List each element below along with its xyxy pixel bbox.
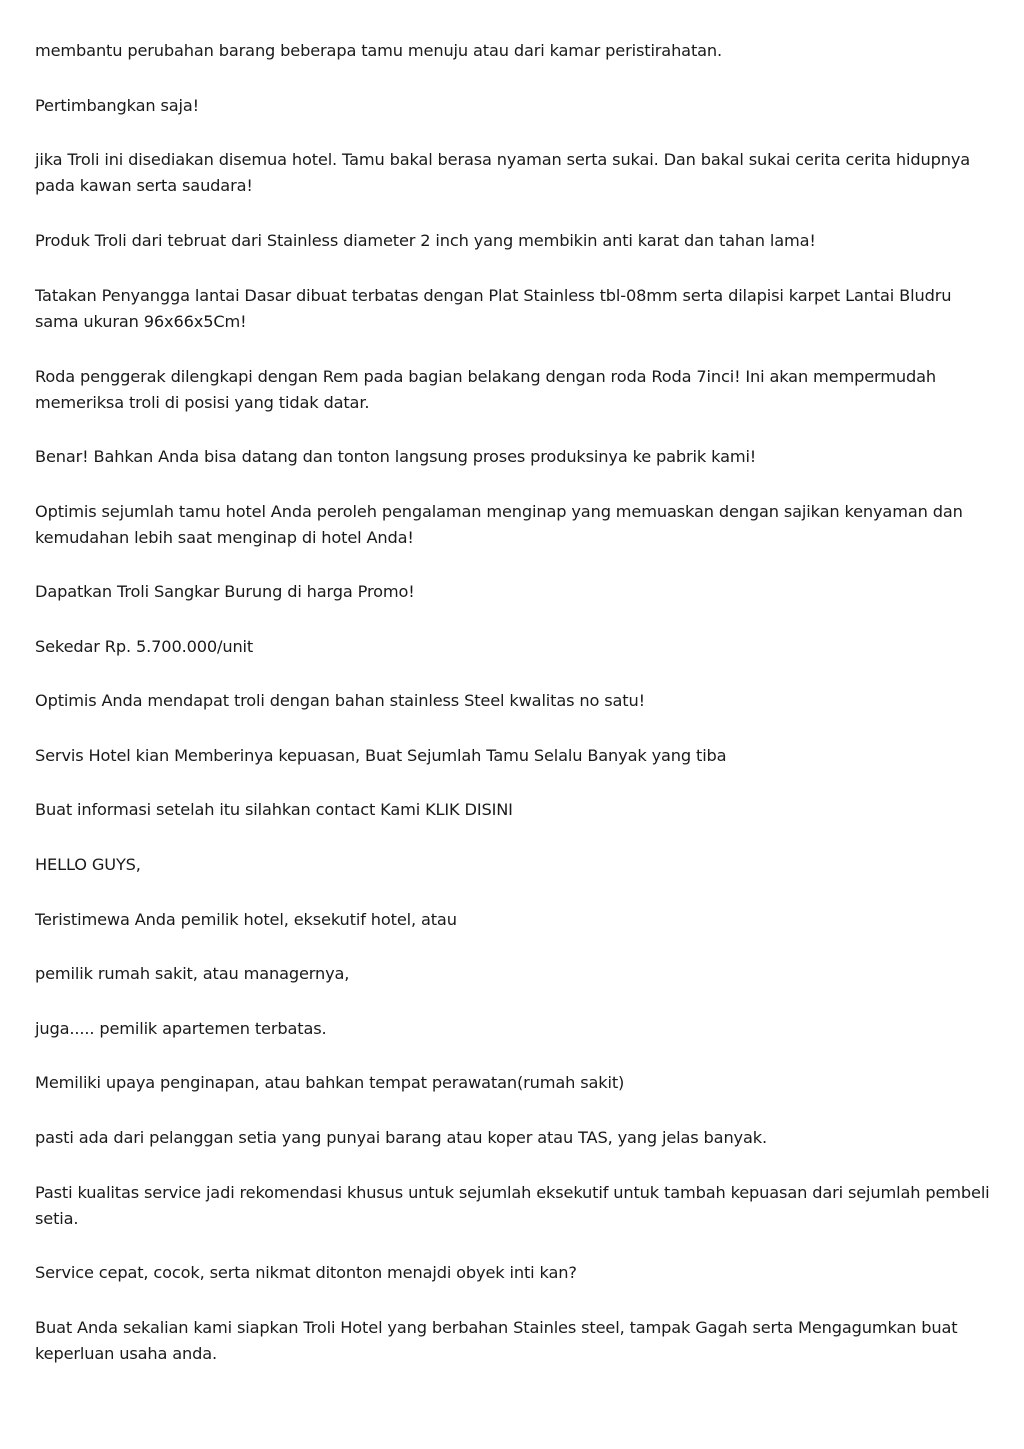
- paragraph-9: Dapatkan Troli Sangkar Burung di harga Promo!: [35, 582, 415, 601]
- paragraph-2: Pertimbangkan saja!: [35, 96, 199, 115]
- paragraph-15: Teristimewa Anda pemilik hotel, eksekutif hotel, atau: [35, 910, 457, 929]
- paragraph-13: Buat informasi setelah itu silahkan contact Kami KLIK DISINI: [35, 800, 513, 819]
- paragraph-8: Optimis sejumlah tamu hotel Anda peroleh pengalaman menginap yang memuaskan dengan sajikan kenyaman dan kemudahan lebih saat menginap di hotel Anda!: [35, 502, 963, 547]
- paragraph-18: Memiliki upaya penginapan, atau bahkan tempat perawatan(rumah sakit): [35, 1073, 625, 1092]
- paragraph-5: Tatakan Penyangga lantai Dasar dibuat terbatas dengan Plat Stainless tbl-08mm serta dilapisi karpet Lantai Bludru sama ukuran 96x66x5Cm!: [35, 286, 952, 331]
- paragraph-4: Produk Troli dari tebruat dari Stainless diameter 2 inch yang membikin anti karat dan tahan lama!: [35, 231, 816, 250]
- paragraph-14: HELLO GUYS,: [35, 855, 141, 874]
- paragraph-3: jika Troli ini disediakan disemua hotel. Tamu bakal berasa nyaman serta sukai. Dan bakal sukai cerita cerita hidupnya pada kawan serta saudara!: [35, 150, 971, 195]
- paragraph-17: juga..... pemilik apartemen terbatas.: [35, 1019, 327, 1038]
- paragraph-11: Optimis Anda mendapat troli dengan bahan stainless Steel kwalitas no satu!: [35, 691, 645, 710]
- paragraph-21: Service cepat, cocok, serta nikmat ditonton menajdi obyek inti kan?: [35, 1263, 577, 1282]
- paragraph-6: Roda penggerak dilengkapi dengan Rem pada bagian belakang dengan roda Roda 7inci! Ini akan mempermudah memeriksa troli di posisi yang tidak datar.: [35, 367, 936, 412]
- paragraph-22: Buat Anda sekalian kami siapkan Troli Hotel yang berbahan Stainles steel, tampak Gagah serta Mengagumkan buat keperluan usaha anda.: [35, 1318, 958, 1363]
- paragraph-19: pasti ada dari pelanggan setia yang punyai barang atau koper atau TAS, yang jelas banyak.: [35, 1128, 767, 1147]
- paragraph-16: pemilik rumah sakit, atau managernya,: [35, 964, 350, 983]
- paragraph-20: Pasti kualitas service jadi rekomendasi khusus untuk sejumlah eksekutif untuk tambah kepuasan dari sejumlah pembeli setia.: [35, 1183, 990, 1228]
- paragraph-7: Benar! Bahkan Anda bisa datang dan tonton langsung proses produksinya ke pabrik kami!: [35, 447, 757, 466]
- paragraph-1: membantu perubahan barang beberapa tamu menuju atau dari kamar peristirahatan.: [35, 41, 723, 60]
- paragraph-12: Servis Hotel kian Memberinya kepuasan, Buat Sejumlah Tamu Selalu Banyak yang tiba: [35, 746, 727, 765]
- paragraph-10: Sekedar Rp. 5.700.000/unit: [35, 637, 254, 656]
